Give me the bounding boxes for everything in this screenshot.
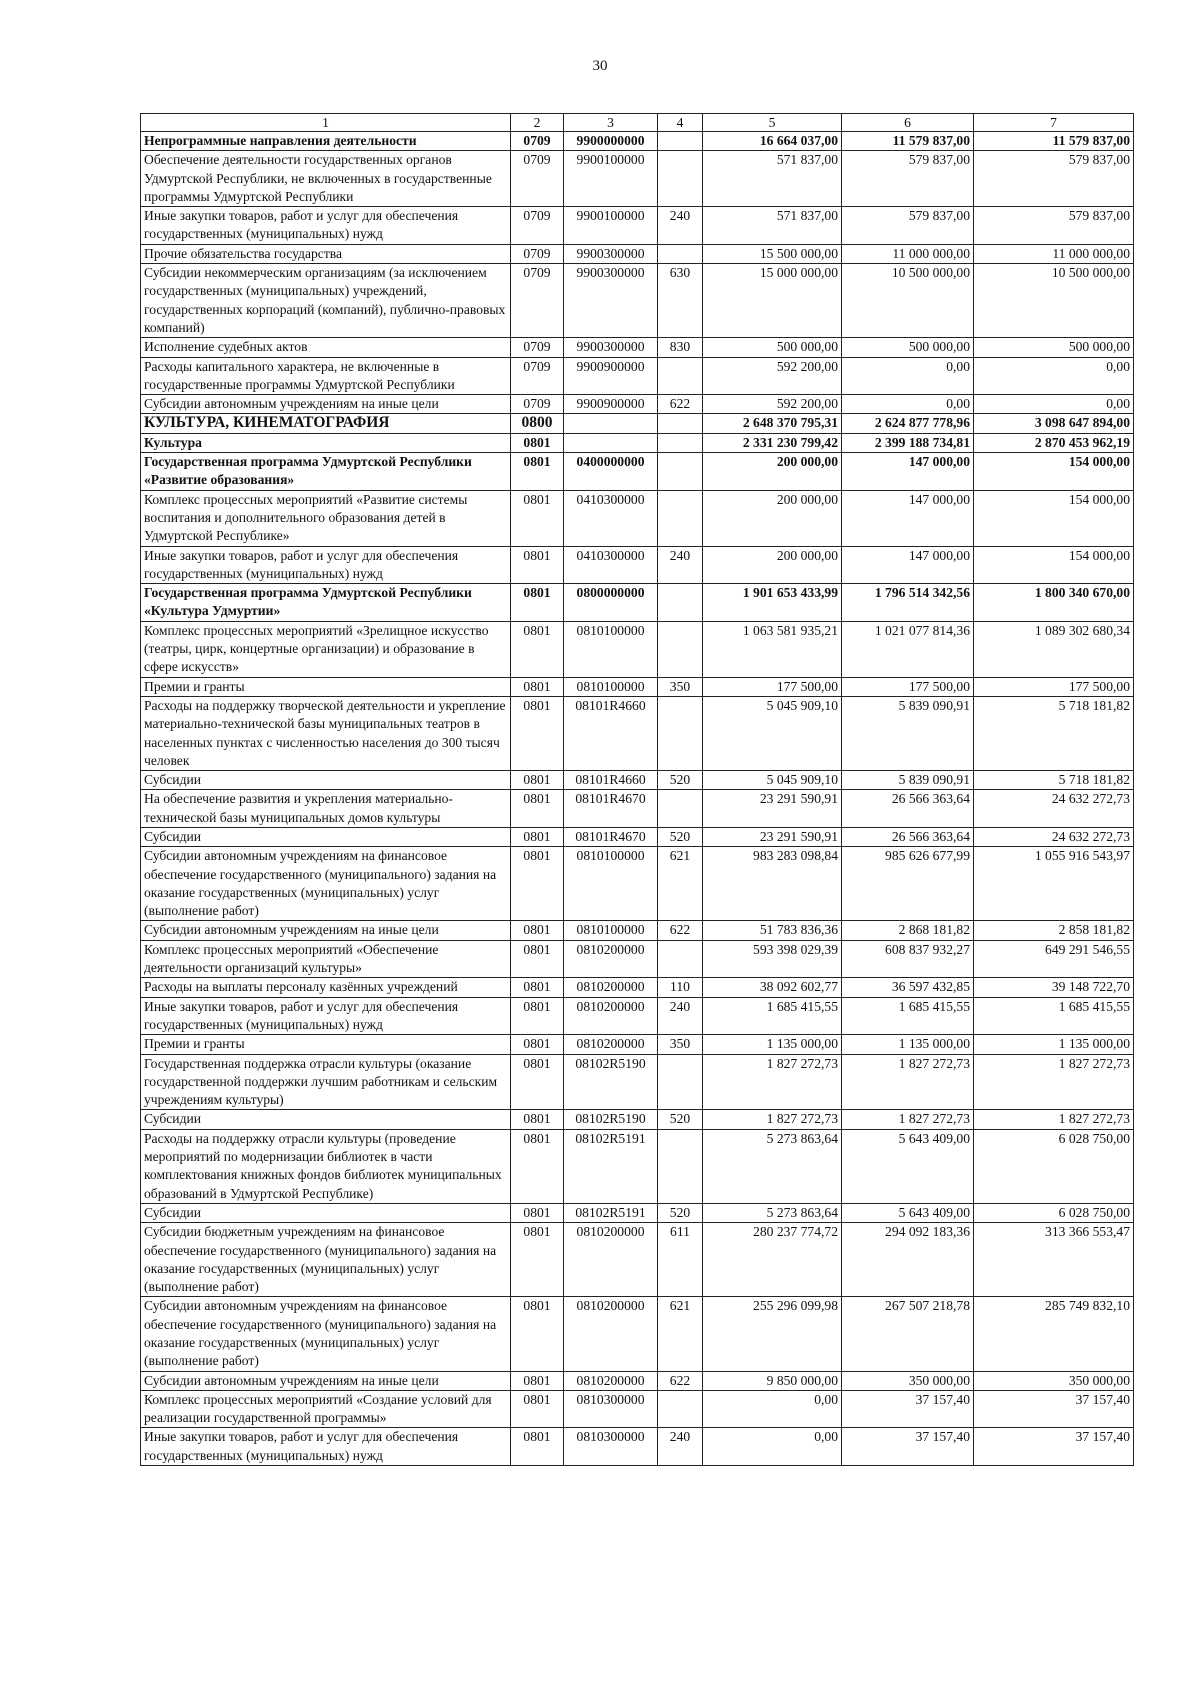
expense-type-cell: 621 (658, 847, 703, 921)
expense-type-cell: 622 (658, 395, 703, 414)
amount-col5-cell: 593 398 029,39 (703, 940, 842, 978)
amount-col6-cell: 985 626 677,99 (842, 847, 974, 921)
amount-col5-cell: 592 200,00 (703, 357, 842, 395)
amount-col7-cell: 0,00 (974, 357, 1134, 395)
table-row (141, 1110, 1134, 1129)
table-row (141, 1223, 1134, 1297)
target-article-cell: 0810200000 (564, 1297, 658, 1371)
expense-name-cell: Комплекс процессных мероприятий «Зрелищное искусство (театры, цирк, концертные организации) и образование в сфере искусств» (141, 621, 511, 677)
amount-col6-cell: 0,00 (842, 395, 974, 414)
table-row (141, 1428, 1134, 1466)
target-article-cell: 9900100000 (564, 207, 658, 245)
amount-col7-cell: 1 135 000,00 (974, 1035, 1134, 1054)
table-row (141, 207, 1134, 245)
table-row (141, 433, 1134, 452)
table-row (141, 940, 1134, 978)
section-code-cell: 0801 (511, 978, 564, 997)
section-code-cell: 0801 (511, 621, 564, 677)
section-code-cell: 0801 (511, 940, 564, 978)
amount-col6-cell: 1 021 077 814,36 (842, 621, 974, 677)
amount-col7-cell: 2 858 181,82 (974, 921, 1134, 940)
target-article-cell: 08102R5190 (564, 1054, 658, 1110)
expense-name-cell: Субсидии автономным учреждениям на финансовое обеспечение государственного (муниципального) задания на оказание государственных (муниципальных) услуг (выполнение работ) (141, 1297, 511, 1371)
expense-name-cell: Комплекс процессных мероприятий «Обеспечение деятельности организаций культуры» (141, 940, 511, 978)
amount-col5-cell: 2 331 230 799,42 (703, 433, 842, 452)
expense-type-cell (658, 790, 703, 828)
amount-col7-cell: 579 837,00 (974, 151, 1134, 207)
target-article-cell (564, 414, 658, 433)
target-article-cell: 0810200000 (564, 940, 658, 978)
expense-type-cell (658, 1129, 703, 1203)
expense-type-cell: 350 (658, 1035, 703, 1054)
amount-col7-cell: 1 800 340 670,00 (974, 584, 1134, 622)
section-code-cell: 0709 (511, 264, 564, 338)
target-article-cell: 0810200000 (564, 997, 658, 1035)
target-article-cell: 9900300000 (564, 338, 658, 357)
table-row (141, 395, 1134, 414)
amount-col6-cell: 2 399 188 734,81 (842, 433, 974, 452)
expense-type-cell (658, 414, 703, 433)
expense-name-cell: Прочие обязательства государства (141, 244, 511, 263)
amount-col7-cell: 5 718 181,82 (974, 696, 1134, 770)
amount-col6-cell: 1 827 272,73 (842, 1054, 974, 1110)
amount-col7-cell: 154 000,00 (974, 490, 1134, 546)
section-code-cell: 0709 (511, 132, 564, 151)
expense-type-cell (658, 696, 703, 770)
target-article-cell: 0410300000 (564, 546, 658, 584)
expense-type-cell (658, 584, 703, 622)
expense-name-cell: Премии и гранты (141, 1035, 511, 1054)
amount-col5-cell: 200 000,00 (703, 546, 842, 584)
expense-name-cell: Обеспечение деятельности государственных органов Удмуртской Республики, не включенных в государственные программы Удмуртской Республики (141, 151, 511, 207)
expense-type-cell (658, 490, 703, 546)
target-article-cell: 0810300000 (564, 1390, 658, 1428)
target-article-cell: 0810100000 (564, 921, 658, 940)
amount-col6-cell: 11 000 000,00 (842, 244, 974, 263)
amount-col7-cell: 579 837,00 (974, 207, 1134, 245)
expense-type-cell: 630 (658, 264, 703, 338)
section-code-cell: 0801 (511, 677, 564, 696)
target-article-cell: 08101R4660 (564, 696, 658, 770)
expense-name-cell: Расходы на поддержку отрасли культуры (проведение мероприятий по модернизации библиотек в части комплектования книжных фондов библиотек муниципальных образований в Удмуртской Республике) (141, 1129, 511, 1203)
target-article-cell: 0410300000 (564, 490, 658, 546)
table-row (141, 151, 1134, 207)
amount-col7-cell: 6 028 750,00 (974, 1203, 1134, 1222)
section-code-cell: 0801 (511, 696, 564, 770)
target-article-cell: 0810200000 (564, 1035, 658, 1054)
amount-col6-cell: 2 868 181,82 (842, 921, 974, 940)
amount-col5-cell: 1 685 415,55 (703, 997, 842, 1035)
expense-name-cell: Расходы капитального характера, не включенные в государственные программы Удмуртской Республики (141, 357, 511, 395)
expense-name-cell: Субсидии автономным учреждениям на финансовое обеспечение государственного (муниципального) задания на оказание государственных (муниципальных) услуг (выполнение работ) (141, 847, 511, 921)
section-code-cell: 0709 (511, 244, 564, 263)
amount-col7-cell: 1 089 302 680,34 (974, 621, 1134, 677)
expense-type-cell (658, 1390, 703, 1428)
section-code-cell: 0801 (511, 1203, 564, 1222)
section-code-cell: 0801 (511, 584, 564, 622)
table-row (141, 244, 1134, 263)
table-row (141, 978, 1134, 997)
amount-col5-cell: 571 837,00 (703, 151, 842, 207)
amount-col6-cell: 147 000,00 (842, 453, 974, 491)
target-article-cell: 08102R5191 (564, 1203, 658, 1222)
amount-col5-cell: 1 135 000,00 (703, 1035, 842, 1054)
target-article-cell: 9900100000 (564, 151, 658, 207)
section-code-cell: 0801 (511, 490, 564, 546)
target-article-cell: 08102R5190 (564, 1110, 658, 1129)
expense-type-cell: 520 (658, 827, 703, 846)
table-row (141, 1371, 1134, 1390)
table-row (141, 357, 1134, 395)
target-article-cell: 9900000000 (564, 132, 658, 151)
amount-col5-cell: 5 273 863,64 (703, 1203, 842, 1222)
amount-col5-cell: 5 273 863,64 (703, 1129, 842, 1203)
column-header: 5 (703, 114, 842, 132)
amount-col6-cell: 147 000,00 (842, 490, 974, 546)
amount-col7-cell: 5 718 181,82 (974, 771, 1134, 790)
amount-col5-cell: 200 000,00 (703, 490, 842, 546)
table-row (141, 414, 1134, 433)
section-code-cell: 0801 (511, 1371, 564, 1390)
expense-type-cell (658, 940, 703, 978)
amount-col7-cell: 1 685 415,55 (974, 997, 1134, 1035)
expense-type-cell (658, 132, 703, 151)
section-code-cell: 0709 (511, 207, 564, 245)
amount-col5-cell: 571 837,00 (703, 207, 842, 245)
table-row (141, 1129, 1134, 1203)
table-row (141, 453, 1134, 491)
section-code-cell: 0709 (511, 338, 564, 357)
amount-col7-cell: 11 000 000,00 (974, 244, 1134, 263)
amount-col5-cell: 255 296 099,98 (703, 1297, 842, 1371)
section-code-cell: 0801 (511, 1035, 564, 1054)
column-number-row (141, 114, 1134, 132)
table-row (141, 997, 1134, 1035)
amount-col7-cell: 1 827 272,73 (974, 1110, 1134, 1129)
expense-type-cell (658, 453, 703, 491)
section-code-cell: 0709 (511, 151, 564, 207)
amount-col5-cell: 500 000,00 (703, 338, 842, 357)
section-code-cell: 0801 (511, 1297, 564, 1371)
table-row (141, 1054, 1134, 1110)
expense-name-cell: Расходы на поддержку творческой деятельности и укрепление материально-технической базы муниципальных театров в населенных пунктах с численностью населения до 300 тысяч человек (141, 696, 511, 770)
amount-col7-cell: 24 632 272,73 (974, 827, 1134, 846)
expense-name-cell: Иные закупки товаров, работ и услуг для обеспечения государственных (муниципальных) нужд (141, 546, 511, 584)
page-number: 30 (592, 58, 608, 74)
amount-col5-cell: 1 827 272,73 (703, 1054, 842, 1110)
expense-name-cell: Субсидии (141, 771, 511, 790)
amount-col6-cell: 350 000,00 (842, 1371, 974, 1390)
expense-name-cell: Субсидии бюджетным учреждениям на финансовое обеспечение государственного (муниципального) задания на оказание государственных (муниципальных) услуг (выполнение работ) (141, 1223, 511, 1297)
amount-col7-cell: 11 579 837,00 (974, 132, 1134, 151)
target-article-cell: 9900300000 (564, 244, 658, 263)
table-row (141, 827, 1134, 846)
amount-col7-cell: 154 000,00 (974, 546, 1134, 584)
expense-name-cell: КУЛЬТУРА, КИНЕМАТОГРАФИЯ (141, 414, 511, 433)
section-code-cell: 0801 (511, 997, 564, 1035)
amount-col7-cell: 2 870 453 962,19 (974, 433, 1134, 452)
amount-col5-cell: 38 092 602,77 (703, 978, 842, 997)
target-article-cell: 0810200000 (564, 1223, 658, 1297)
expense-type-cell: 520 (658, 1203, 703, 1222)
expense-type-cell: 240 (658, 1428, 703, 1466)
expense-name-cell: Субсидии некоммерческим организациям (за исключением государственных (муниципальных) учреждений, государственных корпораций (компаний), публично-правовых компаний) (141, 264, 511, 338)
expense-name-cell: Государственная программа Удмуртской Республики «Развитие образования» (141, 453, 511, 491)
amount-col5-cell: 592 200,00 (703, 395, 842, 414)
amount-col5-cell: 23 291 590,91 (703, 827, 842, 846)
expense-type-cell: 622 (658, 921, 703, 940)
expense-type-cell: 621 (658, 1297, 703, 1371)
table-row (141, 338, 1134, 357)
expense-name-cell: Государственная поддержка отрасли культуры (оказание государственной поддержки лучшим работникам и сельским учреждениям культуры) (141, 1054, 511, 1110)
expense-type-cell (658, 244, 703, 263)
amount-col6-cell: 10 500 000,00 (842, 264, 974, 338)
column-header: 6 (842, 114, 974, 132)
column-header: 4 (658, 114, 703, 132)
amount-col6-cell: 1 135 000,00 (842, 1035, 974, 1054)
column-header: 1 (141, 114, 511, 132)
expense-name-cell: Субсидии (141, 827, 511, 846)
expense-name-cell: Культура (141, 433, 511, 452)
section-code-cell: 0709 (511, 395, 564, 414)
target-article-cell: 08101R4670 (564, 790, 658, 828)
amount-col7-cell: 0,00 (974, 395, 1134, 414)
amount-col7-cell: 285 749 832,10 (974, 1297, 1134, 1371)
amount-col5-cell: 200 000,00 (703, 453, 842, 491)
amount-col7-cell: 3 098 647 894,00 (974, 414, 1134, 433)
amount-col5-cell: 16 664 037,00 (703, 132, 842, 151)
expense-name-cell: На обеспечение развития и укрепления материально-технической базы муниципальных домов культуры (141, 790, 511, 828)
expense-name-cell: Исполнение судебных актов (141, 338, 511, 357)
table-body (141, 132, 1134, 1466)
target-article-cell: 0810100000 (564, 677, 658, 696)
section-code-cell: 0801 (511, 1110, 564, 1129)
amount-col5-cell: 280 237 774,72 (703, 1223, 842, 1297)
table-row (141, 132, 1134, 151)
section-code-cell: 0801 (511, 1428, 564, 1466)
section-code-cell: 0801 (511, 453, 564, 491)
amount-col5-cell: 1 827 272,73 (703, 1110, 842, 1129)
amount-col7-cell: 1 055 916 543,97 (974, 847, 1134, 921)
section-code-cell: 0800 (511, 414, 564, 433)
amount-col6-cell: 11 579 837,00 (842, 132, 974, 151)
amount-col6-cell: 267 507 218,78 (842, 1297, 974, 1371)
expense-type-cell (658, 1054, 703, 1110)
amount-col6-cell: 1 827 272,73 (842, 1110, 974, 1129)
amount-col5-cell: 51 783 836,36 (703, 921, 842, 940)
expense-type-cell (658, 151, 703, 207)
amount-col7-cell: 39 148 722,70 (974, 978, 1134, 997)
amount-col6-cell: 608 837 932,27 (842, 940, 974, 978)
amount-col5-cell: 5 045 909,10 (703, 696, 842, 770)
table-row (141, 264, 1134, 338)
column-header: 3 (564, 114, 658, 132)
expense-name-cell: Иные закупки товаров, работ и услуг для обеспечения государственных (муниципальных) нужд (141, 1428, 511, 1466)
table-row (141, 546, 1134, 584)
target-article-cell: 08102R5191 (564, 1129, 658, 1203)
amount-col7-cell: 24 632 272,73 (974, 790, 1134, 828)
amount-col5-cell: 1 901 653 433,99 (703, 584, 842, 622)
amount-col6-cell: 1 796 514 342,56 (842, 584, 974, 622)
amount-col6-cell: 147 000,00 (842, 546, 974, 584)
expense-name-cell: Субсидии автономным учреждениям на иные цели (141, 395, 511, 414)
expense-name-cell: Иные закупки товаров, работ и услуг для обеспечения государственных (муниципальных) нужд (141, 997, 511, 1035)
section-code-cell: 0801 (511, 921, 564, 940)
target-article-cell: 08101R4660 (564, 771, 658, 790)
target-article-cell (564, 433, 658, 452)
amount-col7-cell: 500 000,00 (974, 338, 1134, 357)
table-row (141, 621, 1134, 677)
table-row (141, 1203, 1134, 1222)
amount-col6-cell: 37 157,40 (842, 1428, 974, 1466)
section-code-cell: 0709 (511, 357, 564, 395)
expense-name-cell: Субсидии (141, 1203, 511, 1222)
expense-type-cell (658, 621, 703, 677)
table-row (141, 584, 1134, 622)
budget-table (140, 113, 1134, 1466)
amount-col6-cell: 500 000,00 (842, 338, 974, 357)
table-row (141, 1297, 1134, 1371)
amount-col7-cell: 37 157,40 (974, 1428, 1134, 1466)
expense-name-cell: Субсидии автономным учреждениям на иные цели (141, 1371, 511, 1390)
target-article-cell: 0810100000 (564, 621, 658, 677)
amount-col6-cell: 177 500,00 (842, 677, 974, 696)
amount-col5-cell: 177 500,00 (703, 677, 842, 696)
expense-type-cell: 830 (658, 338, 703, 357)
amount-col7-cell: 1 827 272,73 (974, 1054, 1134, 1110)
column-header: 7 (974, 114, 1134, 132)
amount-col5-cell: 0,00 (703, 1428, 842, 1466)
amount-col7-cell: 649 291 546,55 (974, 940, 1134, 978)
amount-col6-cell: 579 837,00 (842, 207, 974, 245)
amount-col6-cell: 5 839 090,91 (842, 696, 974, 770)
section-code-cell: 0801 (511, 827, 564, 846)
amount-col6-cell: 5 643 409,00 (842, 1129, 974, 1203)
amount-col6-cell: 26 566 363,64 (842, 827, 974, 846)
target-article-cell: 08101R4670 (564, 827, 658, 846)
table-row (141, 921, 1134, 940)
expense-type-cell (658, 433, 703, 452)
amount-col5-cell: 1 063 581 935,21 (703, 621, 842, 677)
section-code-cell: 0801 (511, 433, 564, 452)
expense-type-cell: 240 (658, 207, 703, 245)
target-article-cell: 0810300000 (564, 1428, 658, 1466)
target-article-cell: 0400000000 (564, 453, 658, 491)
expense-type-cell: 240 (658, 997, 703, 1035)
amount-col7-cell: 350 000,00 (974, 1371, 1134, 1390)
expense-name-cell: Комплекс процессных мероприятий «Развитие системы воспитания и дополнительного образования детей в Удмуртской Республике» (141, 490, 511, 546)
expense-name-cell: Государственная программа Удмуртской Республики «Культура Удмуртии» (141, 584, 511, 622)
amount-col5-cell: 983 283 098,84 (703, 847, 842, 921)
expense-type-cell: 622 (658, 1371, 703, 1390)
target-article-cell: 0810200000 (564, 978, 658, 997)
amount-col6-cell: 294 092 183,36 (842, 1223, 974, 1297)
amount-col6-cell: 37 157,40 (842, 1390, 974, 1428)
expense-type-cell: 350 (658, 677, 703, 696)
section-code-cell: 0801 (511, 790, 564, 828)
table-row (141, 696, 1134, 770)
expense-name-cell: Иные закупки товаров, работ и услуг для обеспечения государственных (муниципальных) нужд (141, 207, 511, 245)
table-row (141, 1035, 1134, 1054)
target-article-cell: 0810100000 (564, 847, 658, 921)
table-row (141, 677, 1134, 696)
expense-name-cell: Комплекс процессных мероприятий «Создание условий для реализации государственной программы» (141, 1390, 511, 1428)
table-row (141, 1390, 1134, 1428)
amount-col6-cell: 5 643 409,00 (842, 1203, 974, 1222)
section-code-cell: 0801 (511, 1390, 564, 1428)
table-row (141, 490, 1134, 546)
target-article-cell: 0810200000 (564, 1371, 658, 1390)
amount-col5-cell: 2 648 370 795,31 (703, 414, 842, 433)
section-code-cell: 0801 (511, 1129, 564, 1203)
amount-col7-cell: 10 500 000,00 (974, 264, 1134, 338)
expense-type-cell (658, 357, 703, 395)
expense-name-cell: Субсидии автономным учреждениям на иные цели (141, 921, 511, 940)
amount-col7-cell: 177 500,00 (974, 677, 1134, 696)
amount-col6-cell: 579 837,00 (842, 151, 974, 207)
expense-type-cell: 110 (658, 978, 703, 997)
section-code-cell: 0801 (511, 771, 564, 790)
target-article-cell: 0800000000 (564, 584, 658, 622)
section-code-cell: 0801 (511, 1054, 564, 1110)
amount-col6-cell: 0,00 (842, 357, 974, 395)
amount-col5-cell: 15 500 000,00 (703, 244, 842, 263)
amount-col5-cell: 9 850 000,00 (703, 1371, 842, 1390)
expense-name-cell: Премии и гранты (141, 677, 511, 696)
expense-type-cell: 520 (658, 771, 703, 790)
expense-type-cell: 611 (658, 1223, 703, 1297)
amount-col5-cell: 0,00 (703, 1390, 842, 1428)
expense-name-cell: Расходы на выплаты персоналу казённых учреждений (141, 978, 511, 997)
amount-col6-cell: 26 566 363,64 (842, 790, 974, 828)
target-article-cell: 9900300000 (564, 264, 658, 338)
table-row (141, 847, 1134, 921)
amount-col6-cell: 2 624 877 778,96 (842, 414, 974, 433)
amount-col6-cell: 36 597 432,85 (842, 978, 974, 997)
table-row (141, 790, 1134, 828)
section-code-cell: 0801 (511, 1223, 564, 1297)
expense-name-cell: Субсидии (141, 1110, 511, 1129)
amount-col7-cell: 6 028 750,00 (974, 1129, 1134, 1203)
target-article-cell: 9900900000 (564, 357, 658, 395)
amount-col7-cell: 37 157,40 (974, 1390, 1134, 1428)
section-code-cell: 0801 (511, 847, 564, 921)
amount-col5-cell: 5 045 909,10 (703, 771, 842, 790)
table-row (141, 771, 1134, 790)
amount-col6-cell: 1 685 415,55 (842, 997, 974, 1035)
column-header: 2 (511, 114, 564, 132)
amount-col6-cell: 5 839 090,91 (842, 771, 974, 790)
expense-type-cell: 520 (658, 1110, 703, 1129)
section-code-cell: 0801 (511, 546, 564, 584)
amount-col7-cell: 154 000,00 (974, 453, 1134, 491)
expense-type-cell: 240 (658, 546, 703, 584)
expense-name-cell: Непрограммные направления деятельности (141, 132, 511, 151)
target-article-cell: 9900900000 (564, 395, 658, 414)
amount-col5-cell: 15 000 000,00 (703, 264, 842, 338)
amount-col7-cell: 313 366 553,47 (974, 1223, 1134, 1297)
amount-col5-cell: 23 291 590,91 (703, 790, 842, 828)
